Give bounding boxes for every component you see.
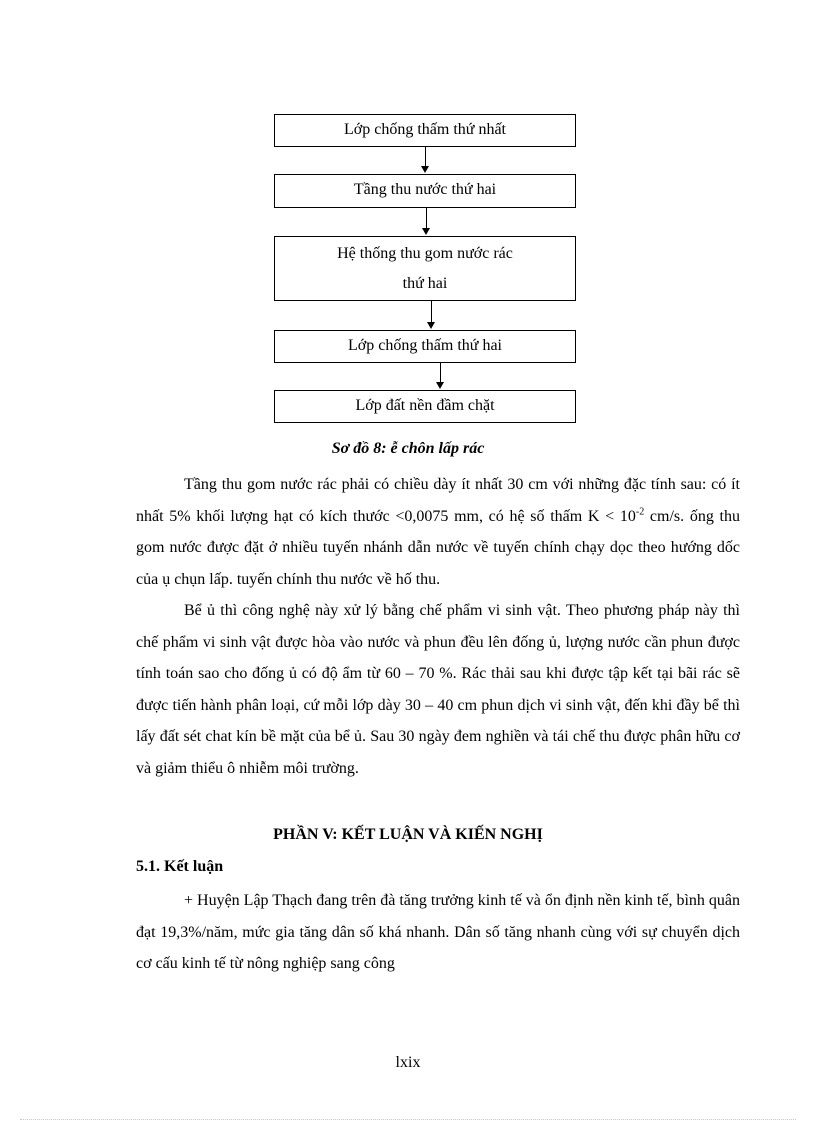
paragraph-text: Tầng thu gom nước rác phải có chiều dày ít nhất 30 cm với những đặc tính sau: có ít nhất 5% khối lượng hạt có kích thước <0,0075 mm, có hệ số thấm K < 10 bbox=[136, 476, 740, 525]
flow-box-label: Lớp chống thấm thứ nhất bbox=[344, 121, 506, 138]
section-heading: PHẦN V: KẾT LUẬN VÀ KIẾN NGHỊ bbox=[273, 826, 543, 843]
flow-arrow bbox=[440, 363, 441, 383]
page-border-divider bbox=[20, 1119, 796, 1120]
flow-box-compacted-soil bbox=[274, 390, 576, 423]
figure-caption: Sơ đồ 8: ễ chôn lấp rác bbox=[331, 440, 485, 457]
superscript-exponent: -2 bbox=[635, 506, 645, 518]
subsection-heading: 5.1. Kết luận bbox=[136, 858, 224, 875]
flow-arrow-head bbox=[436, 382, 444, 389]
flow-arrow-head bbox=[421, 166, 429, 173]
flow-box-label: Tầng thu nước thứ hai bbox=[353, 181, 497, 198]
flow-box-second-water-layer bbox=[274, 174, 576, 208]
flow-box-label-line1: Hệ thống thu gom nước rác bbox=[337, 245, 513, 262]
paragraph-conclusion: + Huyện Lập Thạch đang trên đà tăng trưởng kinh tế và ổn định nền kinh tế, bình quân đạt 19,3%/năm, mức gia tăng dân số khá nhanh. Dân số tăng nhanh cùng với sự chuyển dịch cơ cấu kinh tế từ nông nghiệp sang công bbox=[136, 892, 740, 972]
paragraph-text: cm/s. ống thu gom nước được đặt ở nhiều tuyến nhánh dẫn nước về tuyến chính chạy dọc theo hướng dốc của ụ chụn lấp. tuyến chính thu nước về hố thu. bbox=[136, 507, 740, 588]
flow-arrow-head bbox=[422, 228, 430, 235]
page-number: lxix bbox=[395, 1054, 421, 1071]
flow-box-collection-system bbox=[274, 236, 576, 301]
body-text-block-1 bbox=[136, 469, 740, 784]
body-text-block-2 bbox=[136, 885, 740, 980]
flow-box-label: Lớp đất nền đầm chặt bbox=[355, 397, 495, 414]
paragraph-compost-tank: Bể ủ thì công nghệ này xử lý bằng chế phẩm vi sinh vật. Theo phương pháp này thì chế phẩm vi sinh vật được hòa vào nước và phun đều lên đống ủ, lượng nước cần phun được tính toán sao cho đống ủ có độ ẩm từ 60 – 70 %. Rác thải sau khi được tập kết tại bãi rác sẽ được tiến hành phân loại, cứ mỗi lớp dày 30 – 40 cm phun dịch vi sinh vật, đến khi đầy bể thì lấy đất sét chat kín bề mặt của bể ủ. Sau 30 ngày đem nghiền và tái chế thu được phân hữu cơ và giảm thiểu ô nhiễm môi trường. bbox=[136, 602, 740, 777]
flow-box-label-line2: thứ hai bbox=[402, 275, 448, 292]
flow-box-first-impermeable-layer bbox=[274, 114, 576, 147]
flow-arrow bbox=[426, 208, 427, 228]
flow-box-second-impermeable-layer bbox=[274, 330, 576, 363]
flow-arrow-head bbox=[427, 322, 435, 329]
flow-arrow bbox=[425, 147, 426, 166]
paragraph-leachate-layer bbox=[136, 469, 740, 595]
flow-arrow bbox=[431, 301, 432, 323]
flow-box-label: Lớp chống thấm thứ hai bbox=[348, 337, 502, 354]
